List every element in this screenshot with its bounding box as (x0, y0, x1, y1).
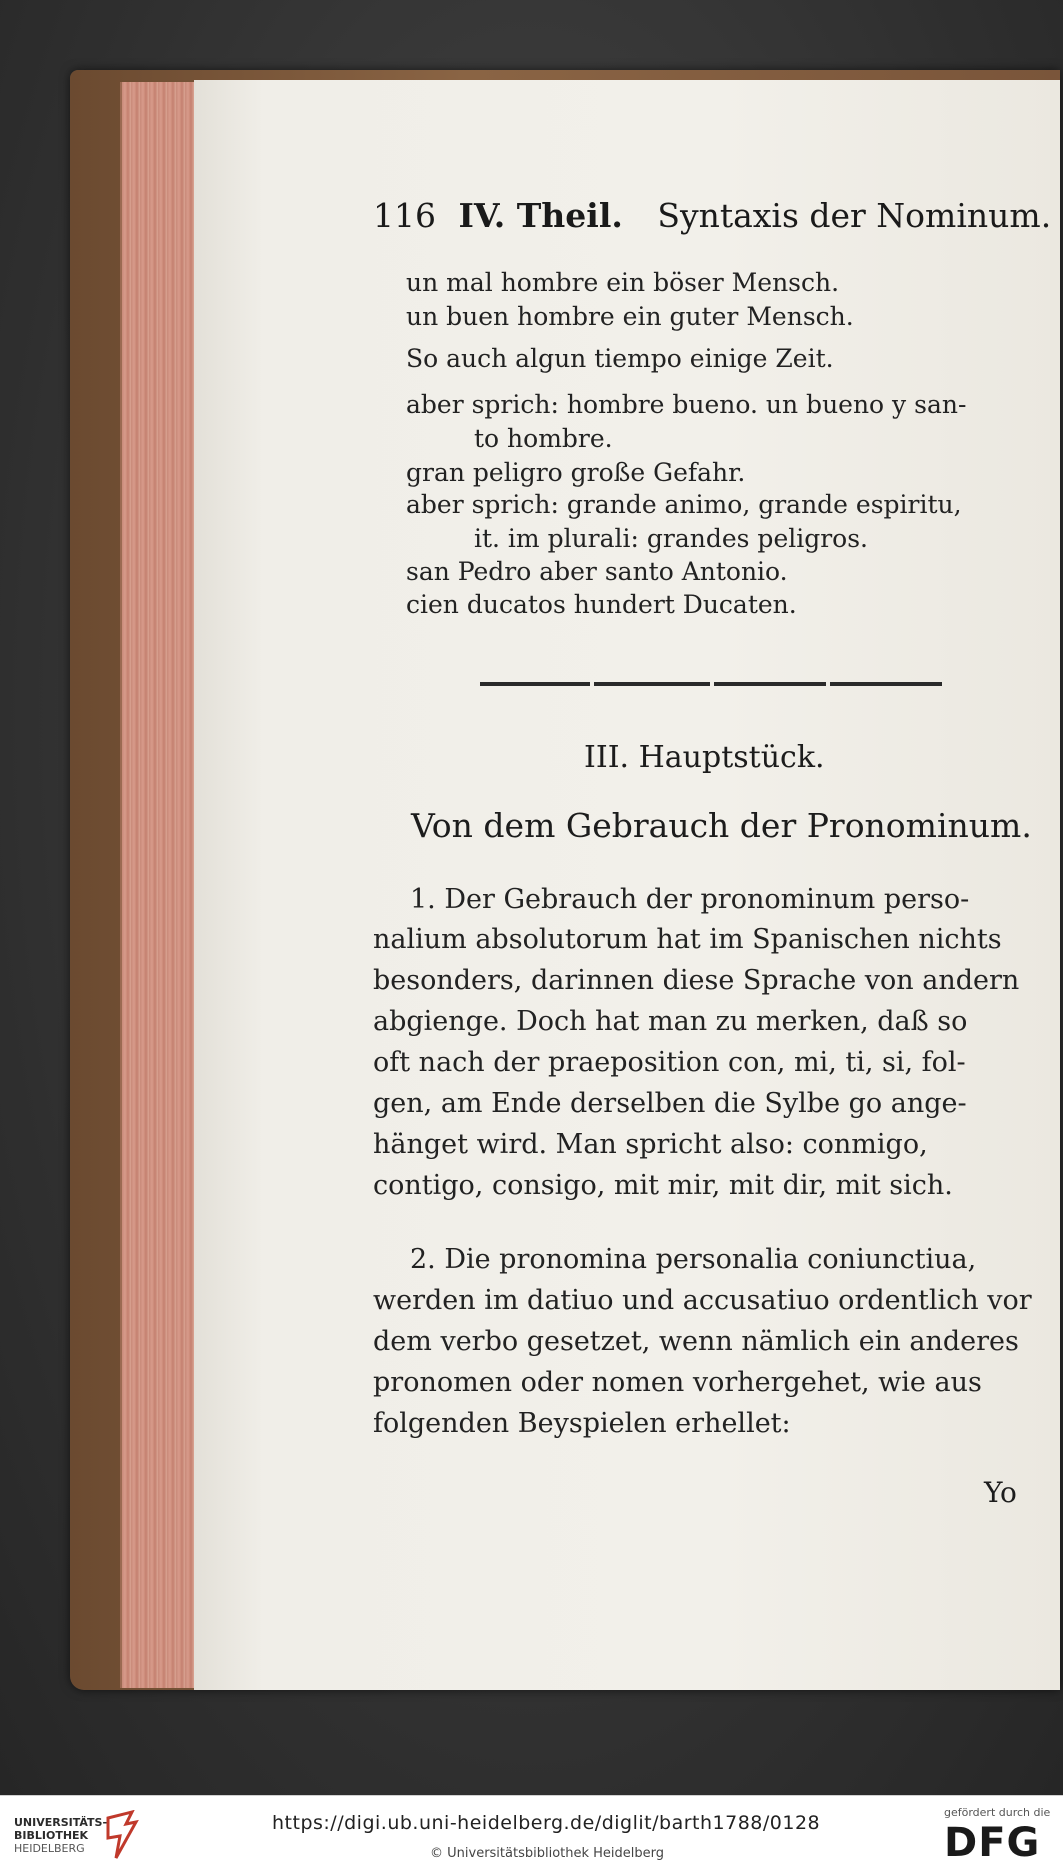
paragraph-line: 1. Der Gebrauch der pronominum perso- (410, 884, 970, 915)
text-line: cien ducatos hundert Ducaten. (406, 590, 797, 619)
paragraph-line: werden im datiuo und accusatiuo ordentlich vor (373, 1285, 1032, 1316)
paragraph-line: dem verbo gesetzet, wenn nämlich ein anderes (373, 1326, 1019, 1357)
page-url-link[interactable]: https://digi.ub.uni-heidelberg.de/diglit/barth1788/0128 (272, 1812, 821, 1834)
text-line: san Pedro aber santo Antonio. (406, 557, 788, 586)
paragraph-line: 2. Die pronomina personalia coniunctiua, (410, 1244, 977, 1275)
dfg-logo[interactable]: DFG (944, 1820, 1041, 1866)
page-header (373, 196, 1052, 235)
library-name-line: HEIDELBERG (14, 1842, 85, 1855)
text-line: un mal hombre ein böser Mensch. (406, 268, 840, 297)
page-edges (120, 82, 196, 1688)
running-title: Syntaxis der Nominum. (657, 196, 1052, 235)
divider-rule (594, 682, 710, 686)
paragraph-line: nalium absolutorum hat im Spanischen nichts (373, 924, 1002, 955)
paragraph-line: besonders, darinnen diese Sprache von andern (373, 965, 1020, 996)
paragraph-line: pronomen oder nomen vorhergehet, wie aus (373, 1367, 982, 1398)
viewer-footer (0, 1795, 1063, 1872)
library-name-line: BIBLIOTHEK (14, 1829, 89, 1842)
paragraph-line: hänget wird. Man spricht also: conmigo, (373, 1129, 928, 1160)
paragraph-line: contigo, consigo, mit mir, mit dir, mit sich. (373, 1170, 953, 1201)
paragraph-line: folgenden Beyspielen erhellet: (373, 1408, 791, 1439)
catchword: Yo (984, 1476, 1017, 1509)
part-label: IV. Theil. (458, 196, 623, 235)
text-line: un buen hombre ein guter Mensch. (406, 302, 854, 331)
page-number: 116 (373, 196, 436, 235)
copyright-text: © Universitätsbibliothek Heidelberg (430, 1846, 665, 1861)
divider-rule (480, 682, 590, 686)
library-name-line: UNIVERSITÄTS- (14, 1816, 108, 1829)
chapter-heading: III. Hauptstück. (584, 740, 825, 775)
text-line: So auch algun tiempo einige Zeit. (406, 344, 834, 373)
library-logo[interactable] (14, 1816, 107, 1855)
text-line: aber sprich: hombre bueno. un bueno y san- (406, 390, 967, 419)
text-line: gran peligro große Gefahr. (406, 458, 746, 487)
section-title: Von dem Gebrauch der Pronominum. (411, 806, 1032, 845)
text-line: it. im plurali: grandes peligros. (474, 524, 869, 553)
paragraph-line: oft nach der praeposition con, mi, ti, si, fol- (373, 1047, 966, 1078)
paragraph-line: gen, am Ende derselben die Sylbe go ange- (373, 1088, 967, 1119)
funding-label: gefördert durch die (944, 1806, 1051, 1819)
text-line: aber sprich: grande animo, grande espiritu, (406, 490, 962, 519)
text-line: to hombre. (474, 424, 613, 453)
library-logo-icon (102, 1810, 142, 1862)
divider-rule (830, 682, 942, 686)
divider-rule (714, 682, 826, 686)
paragraph-line: abgienge. Doch hat man zu merken, daß so (373, 1006, 968, 1037)
